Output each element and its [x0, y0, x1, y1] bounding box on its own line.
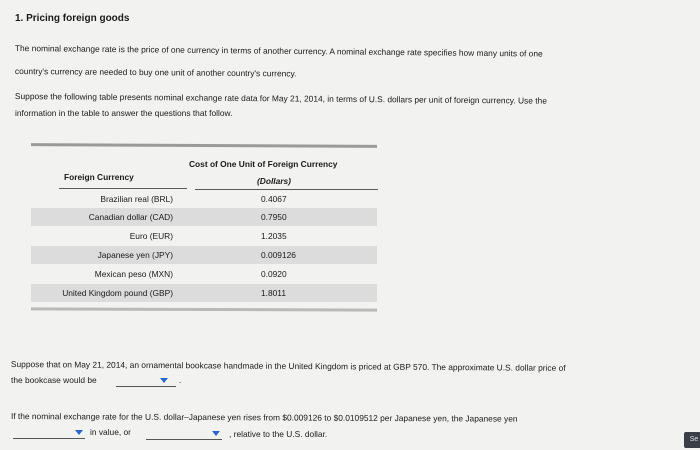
question1-period: .: [179, 375, 182, 385]
table-row: [31, 265, 377, 283]
table-row: [31, 246, 377, 264]
chevron-down-icon: [160, 378, 168, 383]
table-row: [31, 284, 377, 302]
table-cell-value: 0.0920: [261, 269, 287, 279]
bookcase-price-dropdown[interactable]: [116, 375, 178, 387]
table-cell-value: 0.7950: [261, 212, 287, 222]
table-bottom-rule: [31, 307, 377, 311]
intro-line-2: country's currency are needed to buy one unit of another country's currency.: [14, 65, 297, 79]
table-header-rule-left: [59, 188, 187, 189]
table-header-dollars: (Dollars): [257, 176, 291, 186]
intro-line-1: The nominal exchange rate is the price of one currency in terms of another currency. A nominal exchange rate specifies how many units of one: [14, 42, 543, 59]
question1-line-1: Suppose that on May 21, 2014, an ornamental bookcase handmade in the United Kingdom is priced at GBP 570. The approximate U.S. dollar price of: [10, 358, 566, 373]
table-row: [31, 190, 377, 208]
table-cell-currency: Japanese yen (JPY): [97, 250, 173, 260]
submit-button[interactable]: Se: [684, 432, 700, 448]
table-cell-currency: Euro (EUR): [129, 231, 173, 241]
chevron-down-icon: [212, 431, 220, 436]
yen-direction-dropdown[interactable]: [13, 427, 87, 439]
table-row: [31, 227, 377, 245]
question2-line-1: If the nominal exchange rate for the U.S. dollar–Japanese yen rises from $0.009126 to $0.0109512 per Japanese yen, the Japanese yen: [10, 411, 518, 424]
table-cell-currency: Canadian dollar (CAD): [88, 212, 173, 222]
question1-line-2: the bookcase would be: [11, 375, 97, 385]
table-cell-currency: Brazilian real (BRL): [100, 194, 173, 204]
table-cell-currency: United Kingdom pound (GBP): [62, 288, 173, 298]
table-row: [31, 208, 377, 226]
chevron-down-icon: [75, 430, 83, 435]
question2-mid-text: in value, or: [90, 427, 131, 437]
table-cell-value: 0.009126: [261, 250, 296, 260]
table-cell-value: 1.8011: [261, 288, 286, 298]
table-cell-value: 1.2035: [261, 231, 287, 241]
table-header-cost: Cost of One Unit of Foreign Currency: [189, 159, 338, 169]
dropdown-underline: [146, 439, 222, 440]
table-top-rule: [31, 143, 377, 148]
table-header-currency: Foreign Currency: [64, 172, 134, 182]
dropdown-underline: [13, 438, 85, 439]
table-cell-value: 0.4067: [261, 194, 287, 204]
intro-line-3: Suppose the following table presents nominal exchange rate data for May 21, 2014, in terms of U.S. dollars per unit of foreign currency. Use the: [14, 90, 547, 106]
dropdown-underline: [116, 386, 176, 387]
yen-percent-dropdown[interactable]: [146, 428, 226, 440]
question-title: 1. Pricing foreign goods: [15, 13, 130, 24]
question2-end-text: , relative to the U.S. dollar.: [229, 429, 328, 439]
table-cell-currency: Mexican peso (MXN): [94, 269, 173, 279]
intro-line-4: information in the table to answer the questions that follow.: [15, 108, 233, 118]
